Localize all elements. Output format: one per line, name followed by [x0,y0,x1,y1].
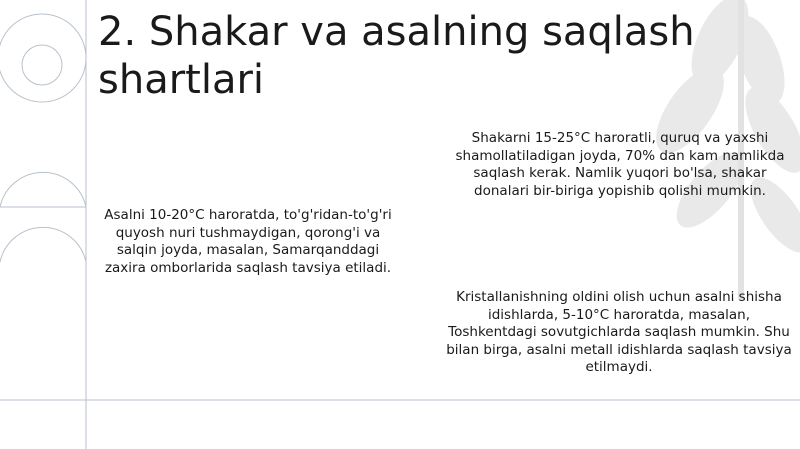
sugar-storage-paragraph: Shakarni 15-25°C haroratli, quruq va yaxshi shamollatiladigan joyda, 70% dan kam namlikda saqlash kerak. Namlik yuqori bo'lsa, shakar donalari bir-biriga yopishib qolishi mumkin. [455,130,785,199]
slide-title: 2. Shakar va asalning saqlash shartlari [98,9,695,103]
crystallization-paragraph: Kristallanishning oldini olish uchun asalni shisha idishlarda, 5-10°C haroratda, masalan, Toshkentdagi sovutgichlarda saqlash mumkin. Shu bilan birga, asalni metall idishlarda saqlash tavsiya etilmaydi. [446,289,792,375]
honey-storage-paragraph: Asalni 10-20°C haroratda, to'g'ridan-to'g'ri quyosh nuri tushmaydigan, qorong'i va salqin joyda, masalan, Samarqanddagi zaxira omborlarida saqlash tavsiya etiladi. [104,207,392,276]
